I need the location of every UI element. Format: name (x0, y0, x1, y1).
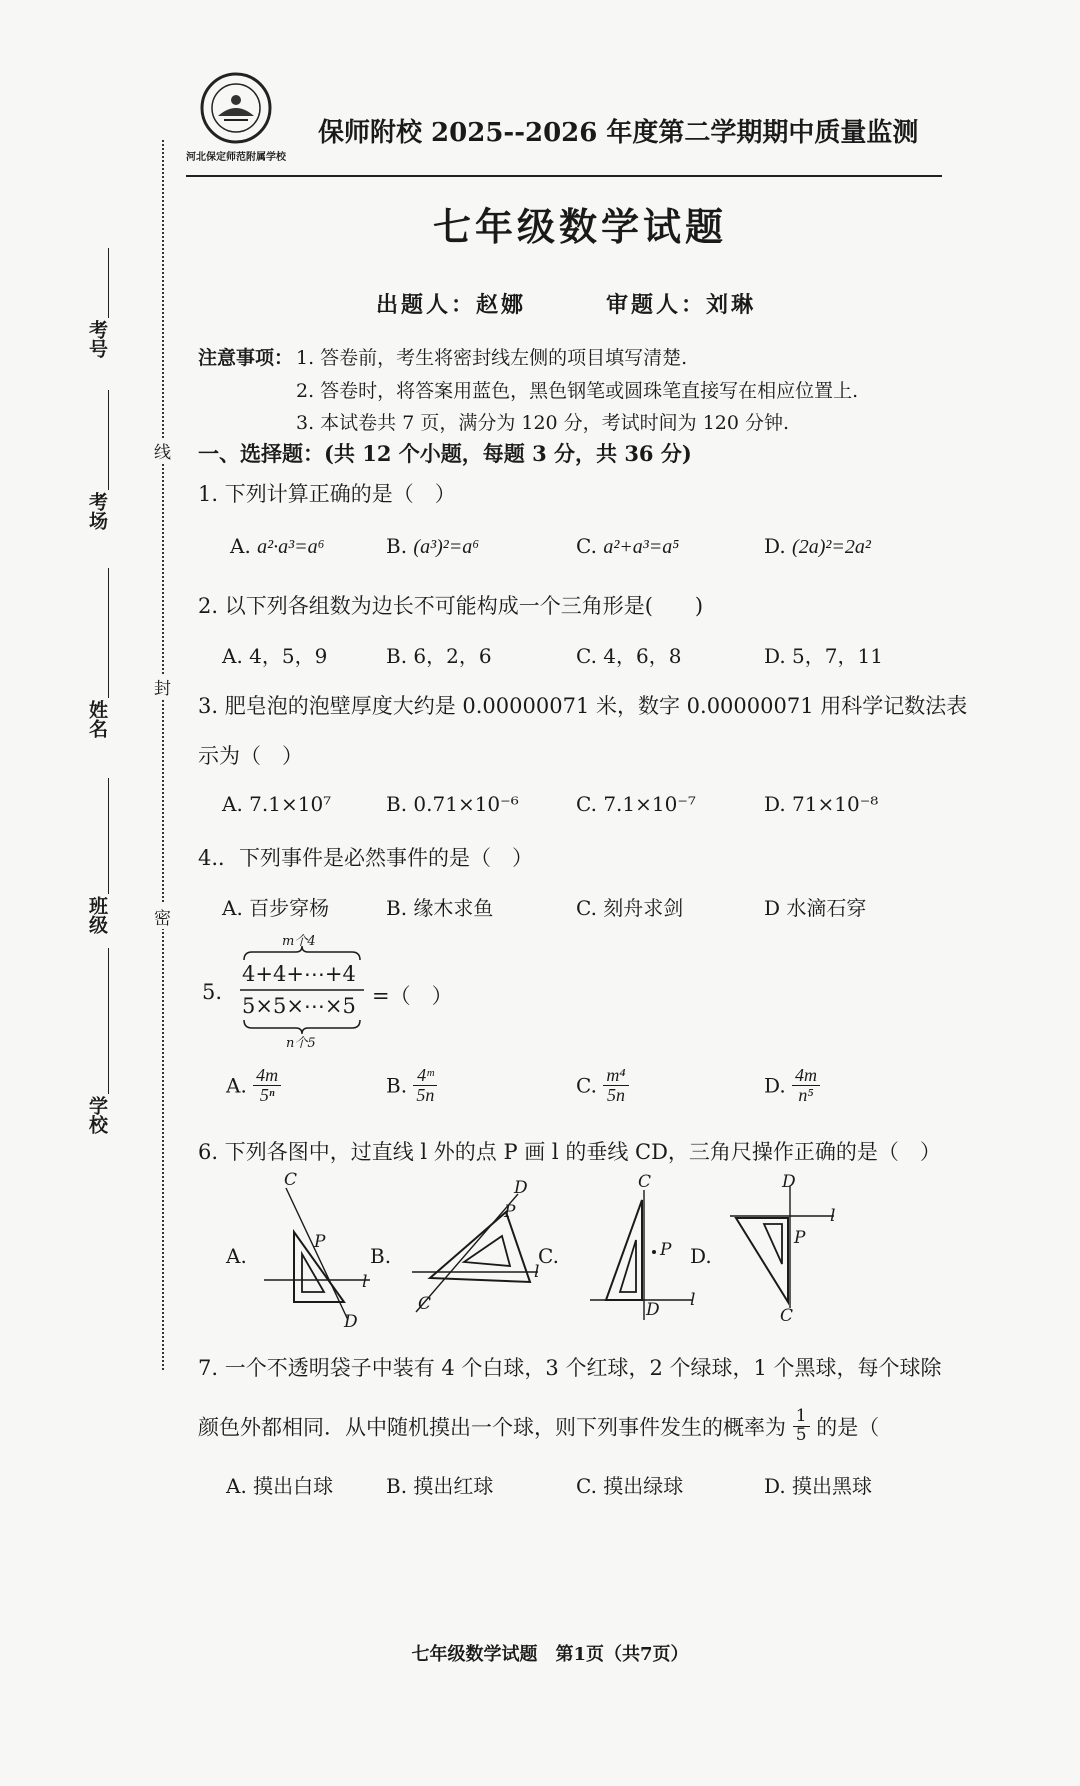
q6-d-label-l: l (830, 1206, 836, 1226)
q1-option-c[interactable] (576, 534, 679, 559)
q5-d-den: n⁵ (798, 1084, 814, 1105)
q6-figure-c-graphic (584, 1182, 700, 1322)
q6-figure-a[interactable] (258, 1170, 378, 1332)
q5-c-num: m⁴ (603, 1066, 628, 1086)
seal-char-line: 线 (154, 438, 171, 463)
q5-c-frac (603, 1066, 628, 1105)
side-fill-line-name (108, 568, 109, 698)
q6-c-label-c: C (638, 1172, 652, 1192)
q6-b-label-l: l (534, 1262, 540, 1282)
q3-a-expr: 7.1×10⁷ (249, 792, 332, 816)
q5-option-b[interactable] (386, 1066, 437, 1105)
header-rule (186, 175, 942, 177)
reviewer-label: 审题人：刘琳 (606, 292, 757, 318)
q7-option-d[interactable]: D. 摸出黑球 (764, 1474, 873, 1498)
q1-b-expr: (a³)²=a⁶ (413, 536, 480, 558)
side-fill-line-exam-room (108, 390, 109, 490)
q5-numerator: 4+4+⋯+4 (242, 962, 356, 986)
q7-frac-num: 1 (793, 1408, 810, 1427)
q6-a-label-d: D (344, 1312, 358, 1332)
seal-char-seal: 封 (154, 674, 171, 699)
author-label: 出题人：赵娜 (376, 292, 527, 318)
q6-option-a-label[interactable]: A. (226, 1244, 247, 1268)
q3-c-expr: 7.1×10⁻⁷ (603, 792, 696, 816)
seal-dotted-line (162, 140, 164, 1370)
q3-a-label: A. (222, 792, 243, 816)
q6-option-b-label[interactable]: B. (370, 1244, 392, 1268)
q3-option-c[interactable] (576, 792, 696, 816)
q3-stem-line1: 3. 肥皂泡的泡壁厚度大约是 0.00000071 米，数字 0.00000071 用科学记数法表 (198, 694, 968, 718)
page-title: 七年级数学试题 (432, 204, 727, 249)
q6-d-label-p: P (794, 1228, 806, 1248)
q5-b-label: B. (386, 1073, 408, 1098)
q3-option-a[interactable] (222, 792, 331, 816)
side-label-name: 姓名 (86, 700, 108, 738)
q4-option-a[interactable]: A. 百步穿杨 (222, 896, 330, 920)
q1-d-expr: (2a)²=2a² (792, 536, 871, 558)
q1-option-b[interactable] (386, 534, 479, 559)
q6-figure-a-graphic (258, 1180, 378, 1330)
q6-figure-c[interactable] (584, 1172, 700, 1322)
q7-frac-den: 5 (795, 1424, 807, 1445)
q1-a-label: A. (230, 534, 251, 558)
logo-caption: 河北保定师范附属学校 (186, 152, 286, 163)
q2-option-a[interactable]: A. 4，5，9 (222, 644, 328, 668)
q3-b-label: B. (386, 792, 408, 816)
q1-d-label: D. (764, 534, 786, 558)
q5-a-den: 5ⁿ (259, 1084, 275, 1105)
side-label-class: 班级 (86, 896, 108, 934)
q7-option-a[interactable]: A. 摸出白球 (226, 1474, 334, 1498)
q4-option-d[interactable]: D 水滴石穿 (764, 896, 867, 920)
q5-b-frac (413, 1066, 437, 1105)
q6-a-label-c: C (284, 1170, 298, 1190)
q5-c-label: C. (576, 1073, 597, 1098)
q6-figure-b[interactable] (406, 1178, 546, 1318)
side-label-exam-room: 考场 (86, 492, 108, 530)
q4-option-c[interactable]: C. 刻舟求剑 (576, 896, 684, 920)
side-fill-line-exam-number (108, 248, 109, 318)
q6-d-label-c: C (780, 1306, 794, 1326)
q5-brace-graphic (236, 934, 368, 1046)
q5-number: 5. (202, 980, 223, 1004)
side-fill-line-class (108, 778, 109, 894)
q6-d-label-d: D (782, 1172, 796, 1192)
q2-option-c[interactable]: C. 4，6，8 (576, 644, 682, 668)
q5-a-frac (253, 1066, 281, 1105)
school-logo (200, 72, 272, 144)
notes-prefix: 注意事项： (198, 347, 294, 369)
q1-c-label: C. (576, 534, 597, 558)
q5-main-fraction (236, 934, 368, 1051)
q6-stem: 6. 下列各图中，过直线 l 外的点 P 画 l 的垂线 CD，三角尺操作正确的是（ ） (198, 1140, 941, 1164)
q5-denominator: 5×5×⋯×5 (242, 994, 356, 1018)
q6-b-label-c: C (418, 1294, 432, 1314)
q6-option-d-label[interactable]: D. (690, 1244, 712, 1268)
q7-stem-line2 (198, 1408, 879, 1445)
q5-c-den: 5n (606, 1084, 625, 1105)
q5-a-num: 4m (253, 1066, 281, 1086)
q3-d-expr: 71×10⁻⁸ (792, 792, 879, 816)
seal-char-secret: 密 (154, 904, 171, 929)
q6-c-label-l: l (690, 1290, 696, 1310)
q2-option-d[interactable]: D. 5，7，11 (764, 644, 883, 668)
q7-option-c[interactable]: C. 摸出绿球 (576, 1474, 684, 1498)
q7-stem-line1: 7. 一个不透明袋子中装有 4 个白球，3 个红球，2 个绿球，1 个黑球，每个球除 (198, 1356, 942, 1380)
q4-option-b[interactable]: B. 缘木求鱼 (386, 896, 494, 920)
q7-stem-tail: 的是（ (816, 1415, 880, 1440)
q5-top-brace-label: m个4 (282, 934, 316, 949)
q5-d-frac (792, 1066, 820, 1105)
q2-option-b[interactable]: B. 6，2，6 (386, 644, 492, 668)
q3-option-b[interactable] (386, 792, 519, 816)
q1-b-label: B. (386, 534, 408, 558)
q5-b-num: 4ᵐ (413, 1066, 437, 1086)
q1-option-d[interactable] (764, 534, 871, 559)
school-emblem-icon (200, 72, 272, 144)
q4-stem: 4.．下列事件是必然事件的是（ ） (198, 846, 534, 870)
q3-d-label: D. (764, 792, 786, 816)
q3-b-expr: 0.71×10⁻⁶ (413, 792, 519, 816)
school-line: 保师附校 2025--2026 年度第二学期期中质量监测 (318, 118, 919, 148)
q6-b-label-d: D (514, 1178, 528, 1198)
q1-a-expr: a²·a³=a⁶ (257, 536, 325, 558)
note-item-1: 1. 答卷前，考生将密封线左侧的项目填写清楚. (296, 347, 688, 369)
q5-option-d[interactable] (764, 1066, 820, 1105)
q6-c-label-p: P (660, 1240, 672, 1260)
q1-c-expr: a²+a³=a⁵ (603, 536, 680, 558)
q6-a-label-p: P (314, 1232, 326, 1252)
q6-figure-d-graphic (724, 1180, 844, 1320)
side-label-exam-number: 考号 (86, 320, 108, 358)
q6-c-label-d: D (646, 1300, 660, 1320)
q6-figure-d[interactable] (724, 1172, 844, 1326)
q7-probability-frac (793, 1408, 810, 1445)
q3-stem-line2: 示为（ ） (198, 744, 303, 768)
q5-d-num: 4m (792, 1066, 820, 1086)
q5-a-label: A. (226, 1073, 247, 1098)
q6-a-label-l: l (362, 1272, 368, 1292)
side-fill-line-school (108, 948, 109, 1094)
note-item-2: 2. 答卷时，将答案用蓝色，黑色钢笔或圆珠笔直接写在相应位置上. (296, 380, 859, 402)
q3-option-d[interactable] (764, 792, 878, 816)
side-label-school: 学校 (86, 1096, 108, 1134)
q7-stem-text: 颜色外都相同．从中随机摸出一个球，则下列事件发生的概率为 (198, 1415, 786, 1440)
q1-stem: 1. 下列计算正确的是（ ） (198, 482, 456, 506)
q7-option-b[interactable]: B. 摸出红球 (386, 1474, 494, 1498)
q5-bottom-brace-label: n个5 (286, 1036, 316, 1051)
q1-option-a[interactable] (230, 534, 325, 559)
q5-b-den: 5n (416, 1084, 435, 1105)
q5-option-c[interactable] (576, 1066, 629, 1105)
note-item-3: 3. 本试卷共 7 页，满分为 120 分，考试时间为 120 分钟. (296, 412, 790, 434)
q6-option-c-label[interactable]: C. (538, 1244, 559, 1268)
section-heading: 一、选择题：(共 12 个小题，每题 3 分，共 36 分) (198, 441, 692, 466)
page-footer: 七年级数学试题 第1页（共7页） (411, 1644, 689, 1665)
q6-b-label-p: P (504, 1202, 516, 1222)
q2-stem: 2. 以下列各组数为边长不可能构成一个三角形是( ) (198, 594, 704, 618)
q3-c-label: C. (576, 792, 597, 816)
q5-d-label: D. (764, 1073, 786, 1098)
q5-tail: =（ ） (372, 984, 453, 1008)
q5-option-a[interactable] (226, 1066, 281, 1105)
